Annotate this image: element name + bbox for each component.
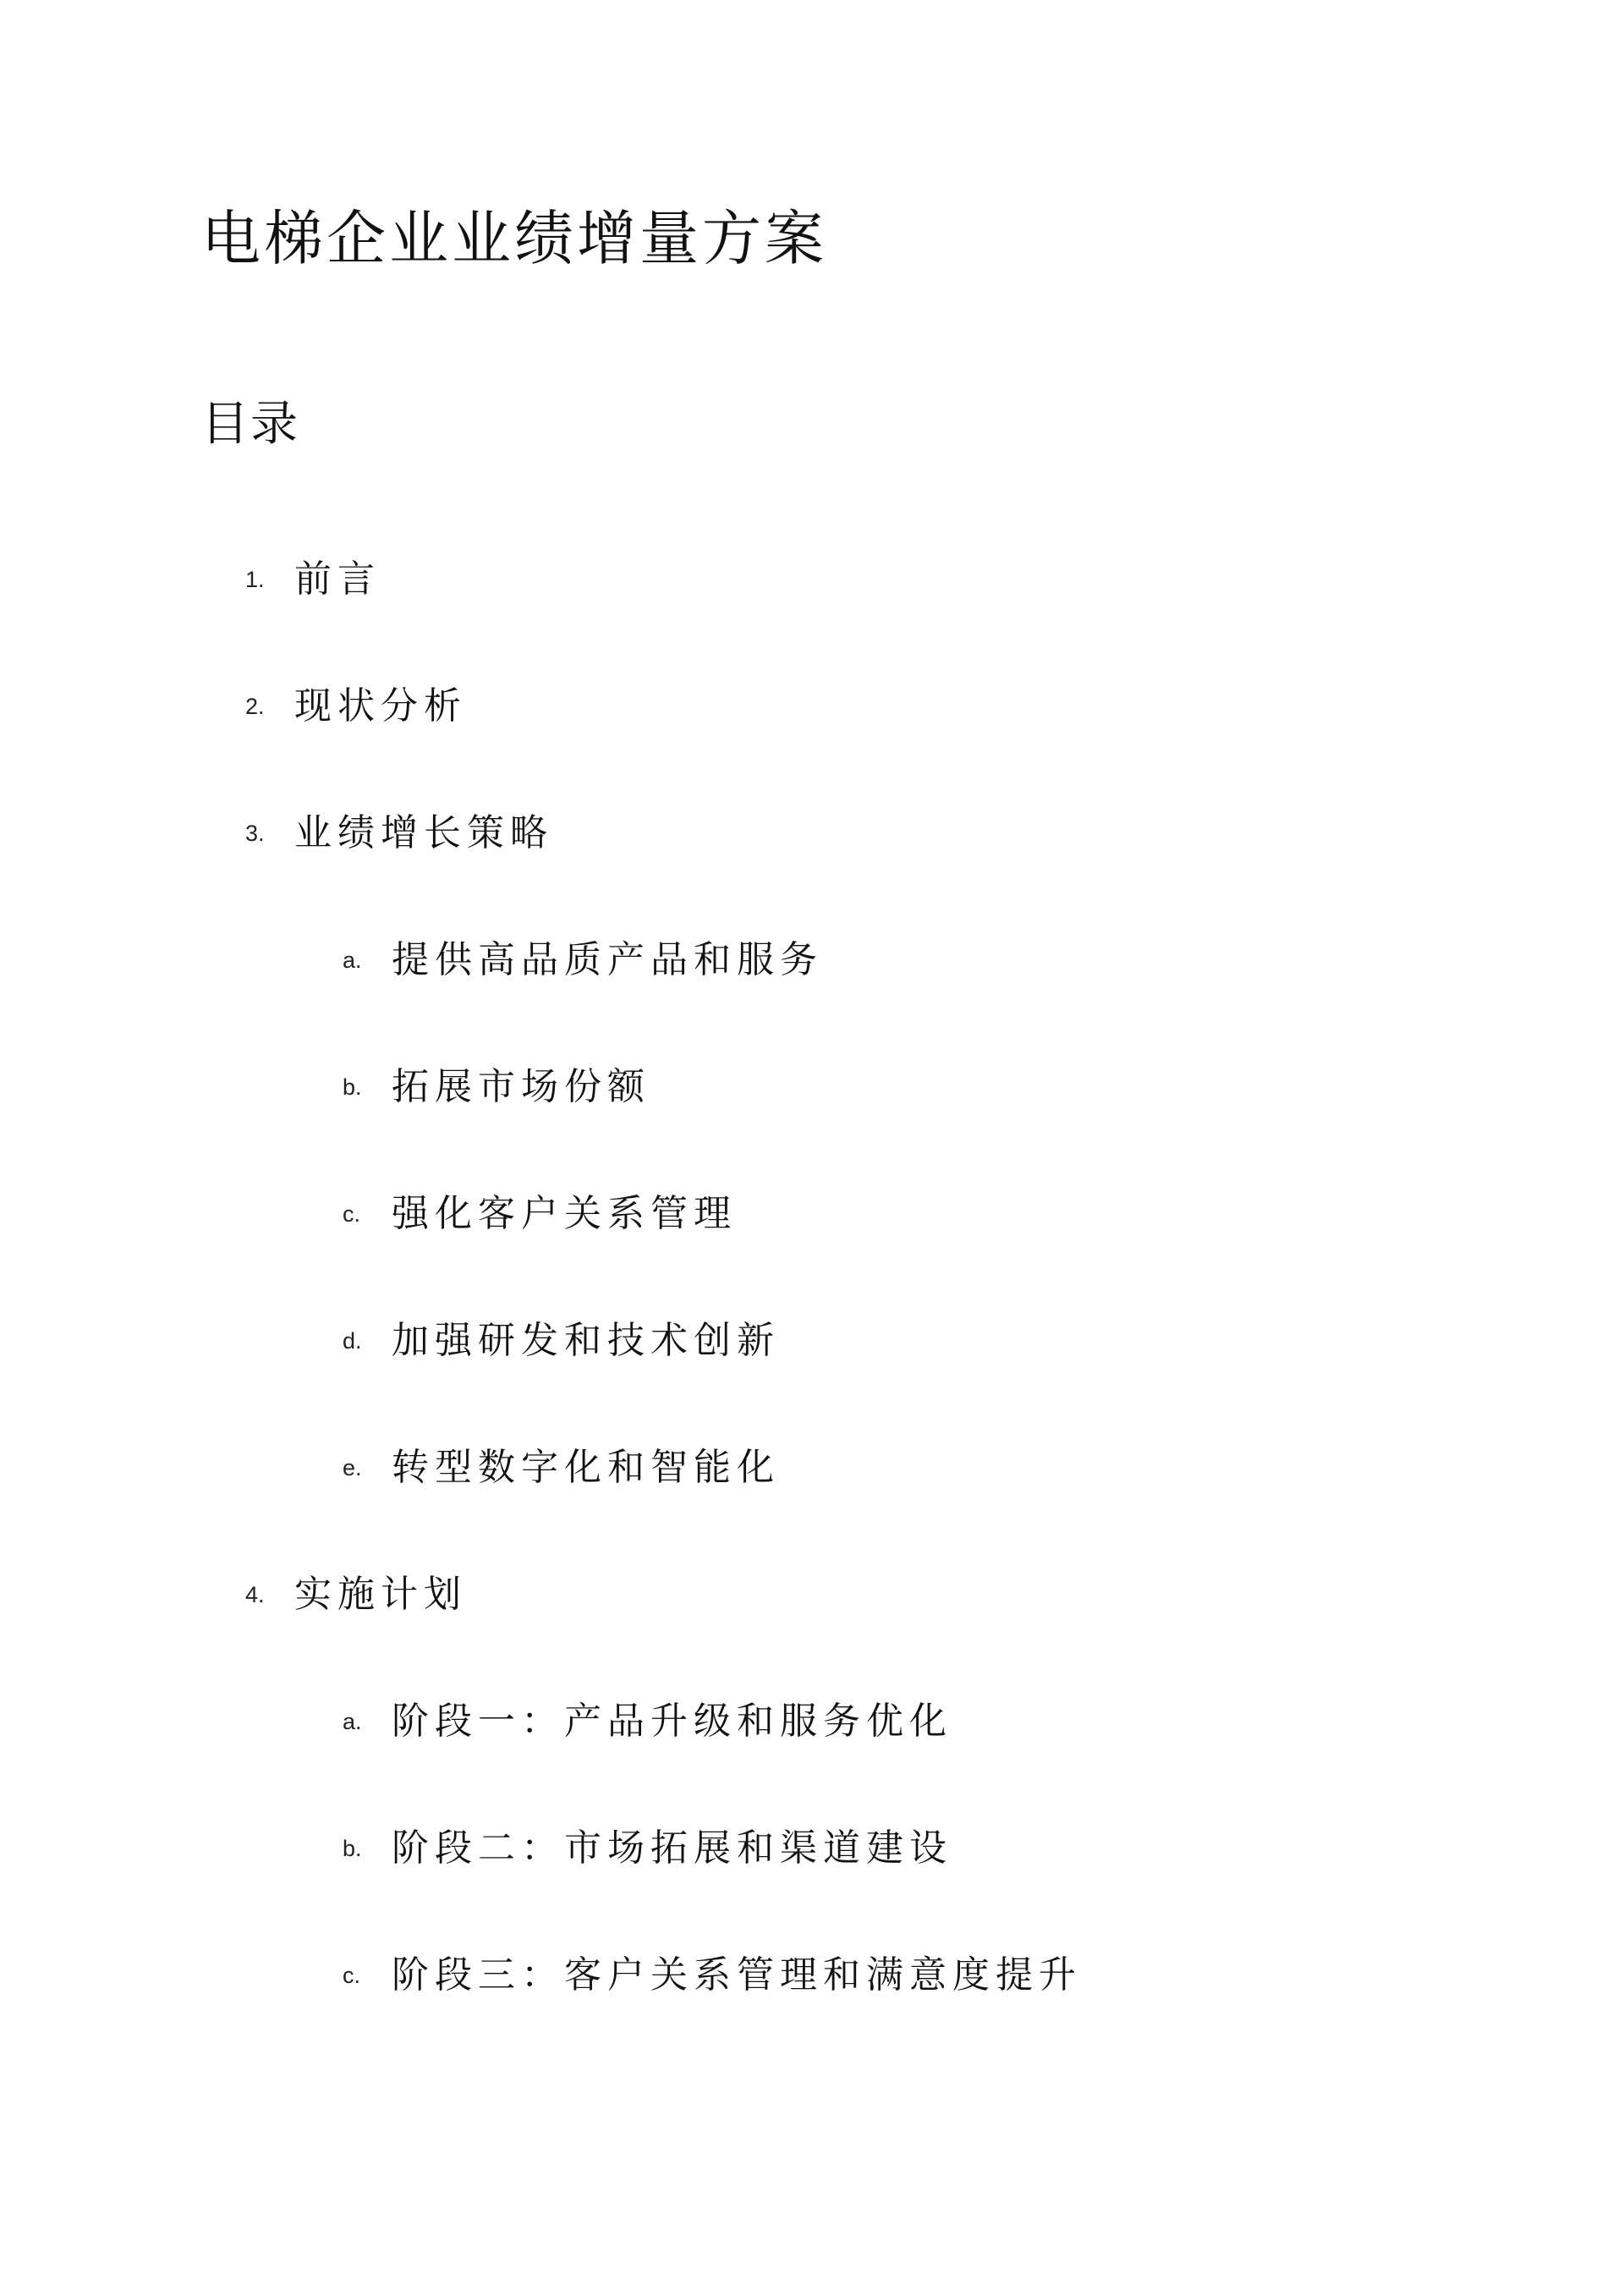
toc-item-3	[245, 804, 553, 854]
toc-item-marker: c.	[343, 1962, 361, 1988]
toc-item-4b	[343, 1819, 952, 1870]
toc-item-marker: b.	[343, 1074, 362, 1100]
toc-item-marker: a.	[343, 1708, 362, 1734]
toc-item-text: 现状分析	[294, 684, 467, 728]
toc-item-3d	[343, 1311, 780, 1362]
toc-item-marker: e.	[343, 1454, 362, 1480]
toc-item-text: 业绩增长策略	[294, 811, 553, 854]
toc-item-3e	[343, 1438, 780, 1489]
toc-item-marker: 4.	[245, 1581, 265, 1607]
toc-item-text: 阶段二：市场拓展和渠道建设	[392, 1826, 952, 1870]
toc-item-text: 拓展市场份额	[392, 1065, 650, 1108]
toc-item-text: 转型数字化和智能化	[392, 1446, 780, 1489]
toc-item-text: 提供高品质产品和服务	[392, 938, 823, 981]
toc-item-3c	[343, 1184, 737, 1235]
toc-item-marker: 1.	[245, 566, 265, 592]
toc-item-3b	[343, 1057, 650, 1108]
toc-item-text: 实施计划	[294, 1573, 467, 1616]
toc-item-2	[245, 677, 467, 728]
toc-item-text: 前言	[294, 558, 381, 601]
toc-item-4c	[343, 1946, 1082, 1997]
toc-item-marker: 3.	[245, 820, 265, 846]
toc-item-text: 阶段一：产品升级和服务优化	[392, 1700, 952, 1743]
document-title: 电梯企业业绩增量方案	[201, 204, 827, 273]
toc-item-marker: d.	[343, 1327, 362, 1354]
toc-item-marker: a.	[343, 947, 362, 973]
toc-item-1	[245, 550, 381, 601]
toc-item-text: 强化客户关系管理	[392, 1192, 737, 1235]
toc-item-marker: c.	[343, 1200, 361, 1227]
toc-item-text: 阶段三：客户关系管理和满意度提升	[392, 1953, 1082, 1997]
toc-item-3a	[343, 931, 823, 981]
toc-item-4	[245, 1565, 467, 1616]
toc-item-marker: b.	[343, 1835, 362, 1861]
toc-heading: 目录	[201, 397, 299, 452]
toc-item-marker: 2.	[245, 693, 265, 719]
toc-item-4a	[343, 1692, 952, 1743]
toc-item-text: 加强研发和技术创新	[392, 1319, 780, 1362]
